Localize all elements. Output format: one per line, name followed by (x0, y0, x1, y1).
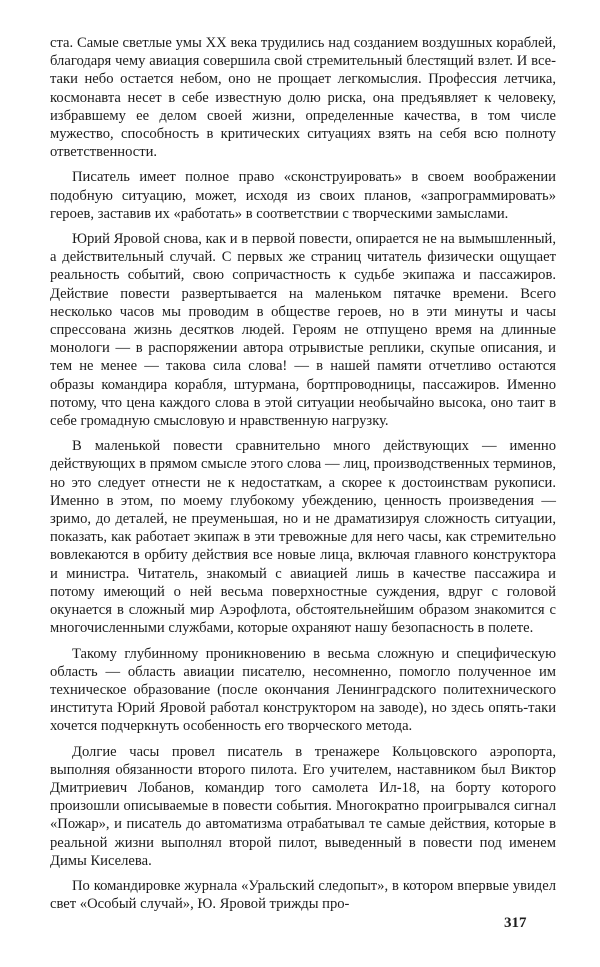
paragraph-3: Юрий Яровой снова, как и в первой повести, опирается не на вымышленный, а действительный случай. С первых же страниц читатель физически ощущает реальность событий, свою сопричастность к судьбе экипажа и пассажиров. Действие повести развертывается на маленьком пятачке времени. Всего несколько часов мы проводим в обществе героев, но в эти минуты и часы спрессована жизнь десятков людей. Героям не отпущено время на длинные монологи — в распоряжении автора отрывистые реплики, скупые описания, и тем не менее — такова сила слова! — в нашей памяти отчетливо остаются образы командира корабля, штурмана, бортпроводницы, пассажиров. Именно потому, что цена каждого слова в этой ситуации необычайно высока, оно таит в себе громадную смысловую и нравственную нагрузку. (50, 231, 556, 430)
paragraph-1: ста. Самые светлые умы XX века трудились над созданием воздушных кораблей, благодаря чему авиация совершила свой стремительный блестящий взлет. И все-таки небо остается небом, оно не прощает легкомыслия. Профессия летчика, космонавта несет в себе известную долю риска, она предъявляет к человеку, избравшему ее делом своей жизни, определенные качества, в том числе мужество, способность в критических ситуациях взять на себя всю полноту ответственности. (50, 35, 556, 161)
paragraph-7: По командировке журнала «Уральский следопыт», в котором впервые увидел свет «Особый случай», Ю. Яровой трижды про- (50, 877, 556, 913)
page-text (50, 34, 556, 920)
paragraph-6: Долгие часы провел писатель в тренажере Кольцовского аэропорта, выполняя обязанности второго пилота. Его учителем, наставником был Виктор Дмитриевич Лобанов, командир того самолета Ил-18, на борту которого произошли описываемые в повести события. Многократно проигрывался сигнал «Пожар», и писатель до автоматизма отрабатывал те самые действия, которые в реальной жизни выполнял второй пилот, выведенный в повести под именем Димы Киселева. (50, 743, 556, 869)
paragraph-2: Писатель имеет полное право «сконструировать» в своем воображении подобную ситуацию, может, исходя из своих планов, «запрограммировать» героев, заставив их «работать» в соответствии с творческими замыслами. (50, 169, 556, 222)
paragraph-5: Такому глубинному проникновению в весьма сложную и специфическую область — область авиации писателю, несомненно, помогло полученное им техническое образование (после окончания Ленинградского политехнического института Юрий Яровой работал конструктором на заводе), но здесь опять-таки хочется подчеркнуть особенность его творческого метода. (50, 645, 556, 735)
page-number: 317 (504, 915, 527, 931)
paragraph-4: В маленькой повести сравнительно много действующих — именно действующих в прямом смысле этого слова — лиц, производственных терминов, но это следует отнести не к недостаткам, а скорее к достоинствам рукописи. Именно в этом, по моему глубокому убеждению, ценность произведения — зримо, до деталей, не преуменьшая, но и не драматизируя сложность ситуации, показать, как работает экипаж в эти тревожные для него часы, как стремительно вовлекаются в орбиту действия все новые лица, включая главного конструктора и министра. Читатель, знакомый с авиацией лишь в качестве пассажира и потому имеющий о ней весьма поверхностные суждения, вдруг с головой окунается в сложный мир Аэрофлота, обстоятельнейшим образом знакомится с многочисленными службами, которые охраняют нашу безопасность в полете. (50, 438, 556, 637)
